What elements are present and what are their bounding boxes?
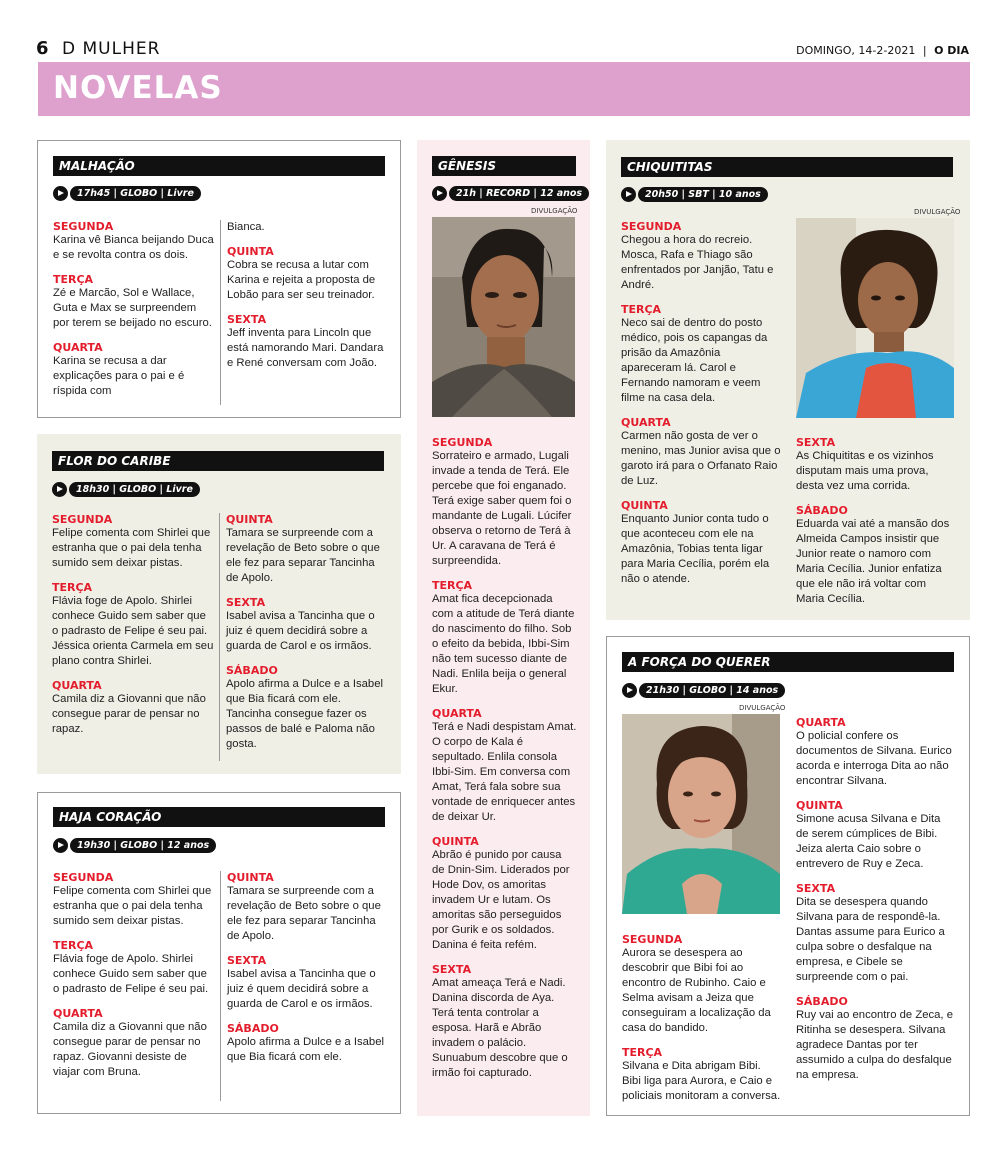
genesis-photo: [432, 217, 575, 417]
synopsis: Terá e Nadi despistam Amat. O corpo de Kala é sepultado. Enlila consola Ibbi-Sim. Em conversa com Amat, Terá fala sobre sua vontade de enriquecer antes de deixar Ur.: [432, 721, 577, 823]
section-banner: [38, 62, 970, 116]
synopsis: Flávia foge de Apolo. Shirlei conhece Guido sem saber que o padrasto de Felipe é seu pai.: [53, 953, 209, 995]
synopsis: Amat fica decepcionada com a atitude de Terá diante do nascimento do filho. Sob o efeito da bebida, Ibbi-Sim não tem sucesso diante de Nadi. Enlila beija o general Ekur.: [432, 593, 575, 695]
day-label: SEXTA: [227, 313, 267, 326]
chiquititas-title: CHIQUITITAS: [621, 157, 953, 177]
synopsis: Camila diz a Giovanni que não consegue parar de pensar no rapaz. Giovanni desiste de viajar com Bruna.: [53, 1021, 207, 1078]
genesis-info: 21h | RECORD | 12 anos: [449, 186, 589, 201]
day-label: QUINTA: [796, 799, 843, 812]
chiquititas-photo: [796, 218, 954, 418]
column-rule: [219, 513, 220, 761]
day-label: SEXTA: [226, 596, 266, 609]
synopsis: Carmen não gosta de ver o menino, mas Junior avisa que o garoto irá para o Orfanato Raio de Luz.: [621, 430, 781, 487]
synopsis: Felipe comenta com Shirlei que estranha que o pai dela tenha sumido sem deixar pistas.: [52, 527, 211, 569]
day-label: QUINTA: [227, 245, 274, 258]
synopsis: Chegou a hora do recreio. Mosca, Rafa e Thiago são enfrentados por Janjão, Tatu e André.: [621, 234, 774, 291]
synopsis: As Chiquititas e os vizinhos disputam mais uma prova, desta vez uma corrida.: [796, 450, 934, 492]
synopsis: Tamara se surpreende com a revelação de Beto sobre o que ele fez para separar Tancinha de Apolo.: [226, 527, 380, 584]
synopsis: Sorrateiro e armado, Lugali invade a tenda de Terá. Ele percebe que foi enganado. Terá exige saber quem foi o mandante de Lugali. Lúcifer observa o retorno de Terá à Ur. A caravana de Terá é surpreendida.: [432, 450, 572, 567]
haja-col1: [53, 871, 215, 1080]
newspaper-name: O DIA: [934, 44, 969, 57]
synopsis: Eduarda vai até a mansão dos Almeida Campos insistir que Junior reate o namoro com Maria Cecília. Junior enfatiza que ele não irá voltar com Maria Cecília.: [796, 518, 950, 605]
synopsis: Abrão é punido por causa de Dnin-Sim. Liderados por Hode Dov, os amoritas invadem Ur e lutam. Os amoritas são perseguidos por Gurik e os soldados. Danina é feita refém.: [432, 849, 570, 951]
day-label: TERÇA: [621, 303, 662, 316]
malhacao-col2: [227, 220, 387, 371]
chiquititas-info: 20h50 | SBT | 10 anos: [638, 187, 768, 202]
synopsis: Felipe comenta com Shirlei que estranha que o pai dela tenha sumido sem deixar pistas.: [53, 885, 212, 927]
flor-title: FLOR DO CARIBE: [52, 451, 384, 471]
synopsis: Karina se recusa a dar explicações para o pai e é ríspida com: [53, 355, 185, 397]
day-label: SEGUNDA: [52, 513, 113, 526]
synopsis: Neco sai de dentro do posto médico, pois os capangas da prisão da Amazônia apareceram lá. Carol e Fernando namoram e veem filme na casa dela.: [621, 317, 768, 404]
haja-col2: [227, 871, 387, 1065]
day-label: QUINTA: [432, 835, 479, 848]
day-label: SEXTA: [227, 954, 267, 967]
flor-do-caribe-box: [37, 434, 401, 774]
synopsis: Enquanto Junior conta tudo o que aconteceu com ele na Amazônia, Tobias tenta ligar para Maria Cecília, porém ela não o atende.: [621, 513, 770, 585]
flor-col1: [52, 513, 214, 737]
malhacao-box: [37, 140, 401, 418]
play-icon: [53, 186, 68, 201]
play-icon: [52, 482, 67, 497]
chiquititas-col2: [796, 436, 956, 607]
synopsis: Aurora se desespera ao descobrir que Bibi foi ao encontro de Rubinho. Caio e Selma avisam a Jeiza que conseguiram a localização da casa do bandido.: [622, 947, 771, 1034]
synopsis: Tamara se surpreende com a revelação de Beto sobre o que ele fez para separar Tancinha de Apolo.: [227, 885, 381, 942]
synopsis: Apolo afirma a Dulce e a Isabel que Bia ficará com ele.: [227, 1036, 384, 1063]
section-name: D MULHER: [62, 39, 161, 59]
haja-coracao-box: [37, 792, 401, 1114]
day-label: QUINTA: [621, 499, 668, 512]
day-label: QUINTA: [226, 513, 273, 526]
day-label: QUARTA: [432, 707, 482, 720]
forca-do-querer-box: [606, 636, 970, 1116]
day-label: QUINTA: [227, 871, 274, 884]
day-label: SEXTA: [796, 882, 836, 895]
day-label: TERÇA: [432, 579, 473, 592]
genesis-schedule: [432, 184, 589, 202]
synopsis: Zé e Marcão, Sol e Wallace, Guta e Max se surpreendem por terem se beijado no escuro.: [53, 287, 212, 329]
day-label: SÁBADO: [796, 995, 848, 1008]
day-label: QUARTA: [621, 416, 671, 429]
synopsis: Dita se desespera quando Silvana para de respondê-la. Dantas assume para Eurico a culpa sobre o desfalque na empresa, e Cibele se surpreende com o pai.: [796, 896, 945, 983]
day-label: TERÇA: [53, 273, 94, 286]
day-label: SEXTA: [796, 436, 836, 449]
play-icon: [622, 683, 637, 698]
banner-title: NOVELAS: [53, 70, 223, 106]
forca-schedule: [622, 681, 785, 699]
haja-info: 19h30 | GLOBO | 12 anos: [70, 838, 216, 853]
synopsis: Flávia foge de Apolo. Shirlei conhece Guido sem saber que o padrasto de Felipe é seu pai. Jéssica orienta Carmela em seu plano contra Shirlei.: [52, 595, 214, 667]
day-label: QUARTA: [796, 716, 846, 729]
synopsis: O policial confere os documentos de Silvana. Eurico acorda e interroga Dita ao não encontrar Silvana.: [796, 730, 952, 787]
chiquititas-schedule: [621, 185, 768, 203]
actor-portrait-image: [432, 217, 575, 417]
synopsis: Silvana e Dita abrigam Bibi. Bibi liga para Aurora, e Caio e policiais monitoram a conversa.: [622, 1060, 781, 1102]
chiquititas-box: [606, 140, 970, 620]
synopsis: Isabel avisa a Tancinha que o juiz é quem decidirá sobre a guarda de Carol e os irmãos.: [226, 610, 375, 652]
forca-photo: [622, 714, 780, 914]
day-label: SEGUNDA: [53, 220, 114, 233]
day-label: TERÇA: [622, 1046, 663, 1059]
synopsis: Amat ameaça Terá e Nadi. Danina discorda de Aya. Terá tenta controlar a esposa. Harã e Abrão invadem o palácio. Sunuabum descobre que o irmão foi capturado.: [432, 977, 568, 1079]
forca-col1: [622, 933, 782, 1104]
synopsis: Simone acusa Silvana e Dita de serem cúmplices de Bibi. Jeiza alerta Caio sobre o entrevero de Ruy e Zeca.: [796, 813, 941, 870]
synopsis: Karina vê Bianca beijando Duca e se revolta contra os dois.: [53, 234, 214, 261]
synopsis: Apolo afirma a Dulce e a Isabel que Bia ficará com ele. Tancinha consegue fazer os passos de balé e Paloma não gosta.: [226, 678, 383, 750]
day-label: QUARTA: [52, 679, 102, 692]
day-label: SÁBADO: [796, 504, 848, 517]
photo-credit: DIVULGAÇÃO: [914, 208, 961, 216]
flor-col2: [226, 513, 386, 752]
page-number: 6: [36, 38, 49, 59]
synopsis: Camila diz a Giovanni que não consegue parar de pensar no rapaz.: [52, 693, 206, 735]
malhacao-title: MALHAÇÃO: [53, 156, 385, 176]
chiquititas-col1: [621, 220, 783, 587]
flor-info: 18h30 | GLOBO | Livre: [69, 482, 200, 497]
forca-title: A FORÇA DO QUERER: [622, 652, 954, 672]
day-label: TERÇA: [52, 581, 93, 594]
genesis-title: GÊNESIS: [432, 156, 576, 176]
day-label: SÁBADO: [226, 664, 278, 677]
dateline: [796, 44, 969, 57]
separator: |: [922, 44, 927, 57]
day-label: SEXTA: [432, 963, 472, 976]
actress-portrait-image: [622, 714, 780, 914]
play-icon: [621, 187, 636, 202]
actor-portrait-image: [796, 218, 954, 418]
day-label: SEGUNDA: [621, 220, 682, 233]
play-icon: [53, 838, 68, 853]
synopsis: Cobra se recusa a lutar com Karina e rejeita a proposta de Lobão para ser seu treinador.: [227, 259, 376, 301]
day-label: TERÇA: [53, 939, 94, 952]
day-label: SEGUNDA: [622, 933, 683, 946]
forca-col2: [796, 716, 956, 1083]
day-label: QUARTA: [53, 341, 103, 354]
synopsis: Ruy vai ao encontro de Zeca, e Ritinha se desespera. Silvana agradece Dantas por ter assumido a culpa do desfalque na empresa.: [796, 1009, 953, 1081]
play-icon: [432, 186, 447, 201]
haja-title: HAJA CORAÇÃO: [53, 807, 385, 827]
haja-schedule: [53, 836, 216, 854]
photo-credit: DIVULGAÇÃO: [531, 207, 578, 215]
date: DOMINGO, 14-2-2021: [796, 44, 916, 57]
day-label: QUARTA: [53, 1007, 103, 1020]
synopsis: Jeff inventa para Lincoln que está namorando Mari. Dandara e René conversam com João.: [227, 327, 384, 369]
synopsis: Isabel avisa a Tancinha que o juiz é quem decidirá sobre a guarda de Carol e os irmãos.: [227, 968, 376, 1010]
day-label: SÁBADO: [227, 1022, 279, 1035]
day-label: SEGUNDA: [432, 436, 493, 449]
day-label: SEGUNDA: [53, 871, 114, 884]
genesis-box: [417, 140, 590, 1116]
photo-credit: DIVULGAÇÃO: [739, 704, 786, 712]
column-rule: [220, 871, 221, 1101]
malhacao-info: 17h45 | GLOBO | Livre: [70, 186, 201, 201]
genesis-synopses: [432, 436, 577, 1081]
column-rule: [220, 220, 221, 405]
synopsis-continued: Bianca.: [227, 221, 265, 233]
flor-schedule: [52, 480, 200, 498]
malhacao-col1: [53, 220, 215, 399]
forca-info: 21h30 | GLOBO | 14 anos: [639, 683, 785, 698]
malhacao-schedule: [53, 184, 201, 202]
